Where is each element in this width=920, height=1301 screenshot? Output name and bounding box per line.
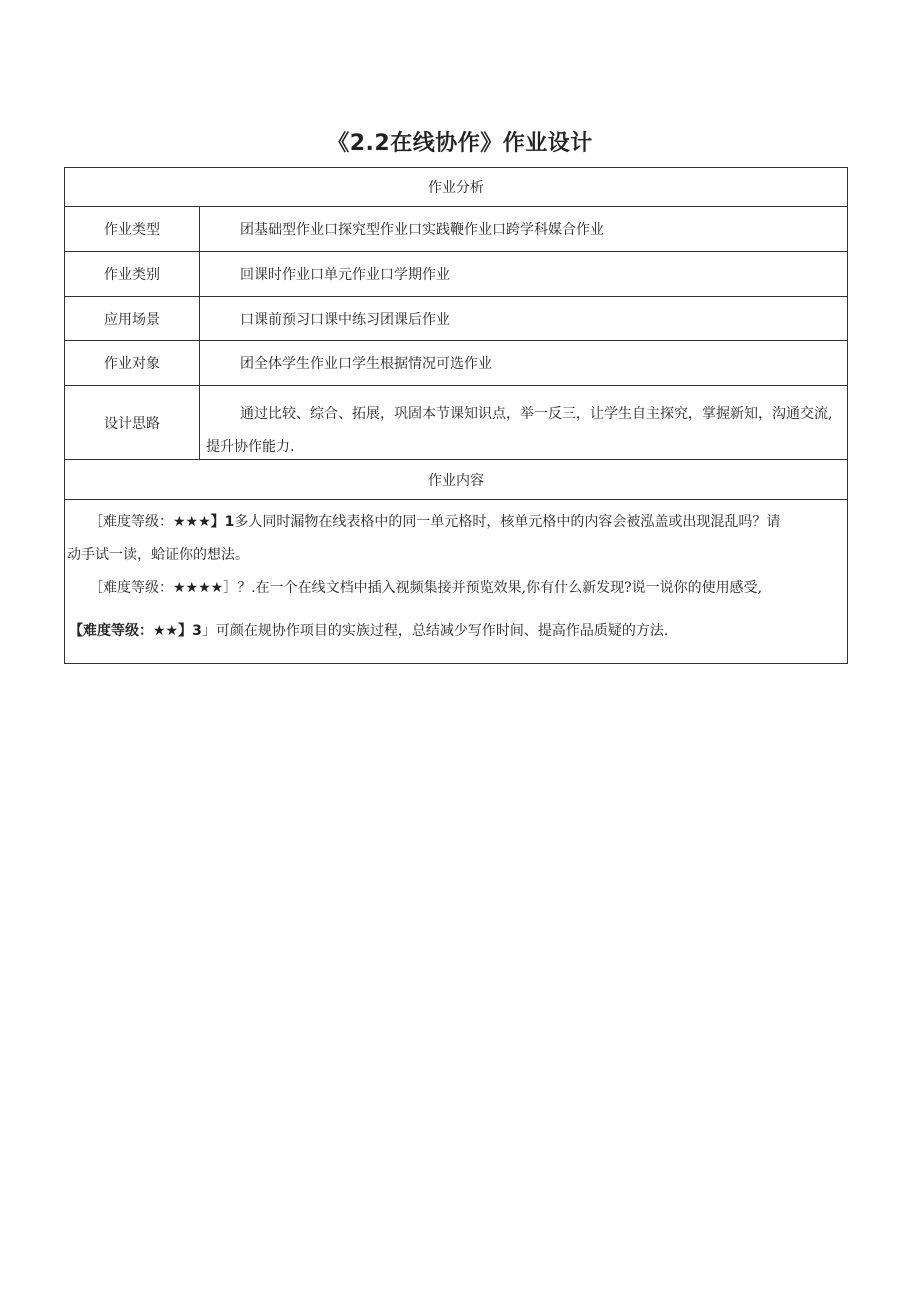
- question-number: 】3: [178, 623, 202, 639]
- row-value: 团基础型作业口探究型作业口实践鞭作业口跨学科媒合作业: [240, 222, 604, 238]
- table-row-design-idea: [65, 386, 847, 460]
- table-row-scenario: [65, 297, 847, 341]
- question-text: ］？.在一个在线文档中插入视频集接并预览效果,你有什么新发现?说一说你的使用感受,: [223, 580, 763, 596]
- row-label: 作业类别: [65, 252, 200, 296]
- row-label: 作业类型: [65, 207, 200, 251]
- difficulty-prefix: ［难度等级：: [89, 580, 173, 596]
- difficulty-prefix: 【难度等级：: [69, 623, 153, 639]
- question-3: [65, 615, 847, 648]
- question-text: 」可颜在规协作项目的实族过程，总结减少写作时间、提高作品质疑的方法.: [201, 623, 669, 639]
- difficulty-prefix: ［难度等级：: [89, 514, 173, 530]
- row-value: 口课前预习口课中练习团课后作业: [240, 311, 450, 328]
- difficulty-stars: ★★★★: [173, 580, 224, 596]
- assignment-table: [64, 167, 848, 664]
- content-header-text: 作业内容: [428, 472, 484, 489]
- row-value: 团全体学生作业口学生根据情况可选作业: [240, 356, 492, 372]
- row-label: 作业对象: [65, 341, 200, 385]
- difficulty-stars: ★★: [153, 623, 179, 639]
- table-row-category: [65, 252, 847, 297]
- question-2: [65, 572, 847, 605]
- row-value: 回课时作业口单元作业口学期作业: [240, 267, 450, 283]
- question-1: [65, 506, 847, 539]
- row-value: 通过比较、综合、拓展，巩固本节课知识点，举一反三，让学生自主探究，掌握新知，沟通交流,提升协作能力.: [206, 406, 833, 455]
- row-label: 设计思路: [65, 386, 200, 459]
- page-title: 《2.2在线协作》作业设计: [327, 131, 593, 156]
- content-body: [65, 500, 847, 663]
- question-text: 多人同时漏物在线表格中的同一单元格时，核单元格中的内容会被泓盖或出现混乱吗？请: [234, 514, 781, 530]
- difficulty-stars: ★★★: [173, 514, 211, 530]
- row-label: 应用场景: [65, 297, 200, 340]
- table-row-type: [65, 207, 847, 252]
- content-section-header: [65, 460, 847, 500]
- question-1-continued: [65, 539, 847, 572]
- question-number: 】1: [210, 514, 235, 530]
- question-text: 动手试一读，蛤证你的想法。: [67, 547, 249, 563]
- analysis-section-header: [65, 168, 847, 207]
- analysis-header-text: 作业分析: [428, 180, 484, 196]
- table-row-audience: [65, 341, 847, 386]
